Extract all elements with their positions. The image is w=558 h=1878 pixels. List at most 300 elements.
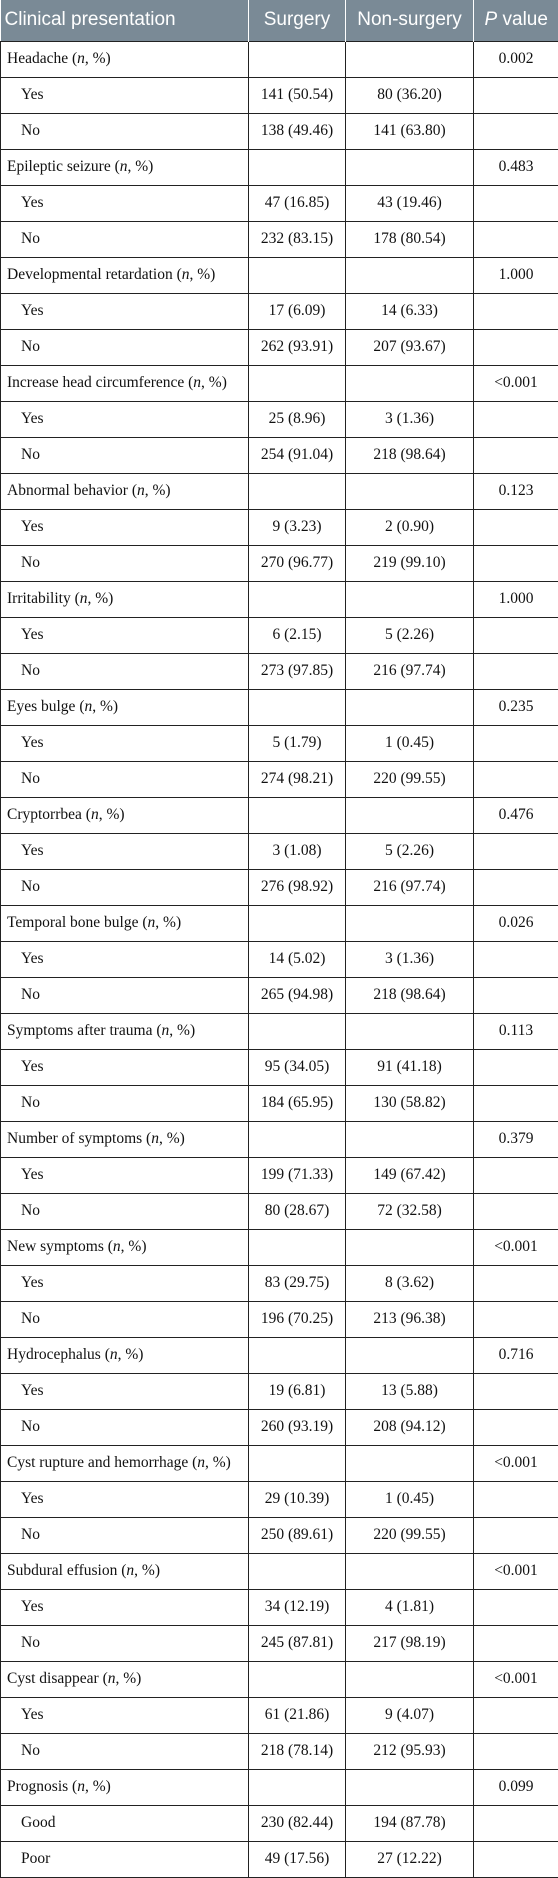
surgery-value: 273 (97.85) xyxy=(249,653,346,689)
row-label-text: Epileptic seizure ( xyxy=(7,158,120,175)
row-label-italic: n xyxy=(120,158,128,175)
row-label-italic: n xyxy=(77,1778,85,1795)
p-value xyxy=(474,113,558,149)
row-label-suffix: , %) xyxy=(115,1670,141,1687)
row-label: No xyxy=(1,221,249,257)
p-value: <0.001 xyxy=(474,365,558,401)
surgery-value: 83 (29.75) xyxy=(249,1265,346,1301)
category-row xyxy=(1,1769,558,1805)
surgery-value xyxy=(249,1337,346,1373)
subcategory-row xyxy=(1,1805,558,1841)
row-label xyxy=(1,905,249,941)
subcategory-row xyxy=(1,113,558,149)
p-value xyxy=(474,653,558,689)
p-value: <0.001 xyxy=(474,1229,558,1265)
row-label: Yes xyxy=(1,725,249,761)
p-value xyxy=(474,221,558,257)
non-surgery-value xyxy=(346,1553,474,1589)
subcategory-row xyxy=(1,77,558,113)
non-surgery-value: 194 (87.78) xyxy=(346,1805,474,1841)
non-surgery-value: 217 (98.19) xyxy=(346,1625,474,1661)
row-label xyxy=(1,1229,249,1265)
subcategory-row xyxy=(1,293,558,329)
non-surgery-value: 9 (4.07) xyxy=(346,1697,474,1733)
surgery-value: 184 (65.95) xyxy=(249,1085,346,1121)
subcategory-row xyxy=(1,725,558,761)
surgery-value xyxy=(249,581,346,617)
surgery-value xyxy=(249,1661,346,1697)
surgery-value: 19 (6.81) xyxy=(249,1373,346,1409)
surgery-value: 47 (16.85) xyxy=(249,185,346,221)
row-label-italic: n xyxy=(182,266,190,283)
non-surgery-value: 178 (80.54) xyxy=(346,221,474,257)
p-value xyxy=(474,437,558,473)
surgery-value xyxy=(249,365,346,401)
p-value: 1.000 xyxy=(474,257,558,293)
surgery-value: 276 (98.92) xyxy=(249,869,346,905)
category-row xyxy=(1,1121,558,1157)
subcategory-row xyxy=(1,1481,558,1517)
p-value xyxy=(474,293,558,329)
p-value: <0.001 xyxy=(474,1661,558,1697)
row-label: Good xyxy=(1,1805,249,1841)
subcategory-row xyxy=(1,869,558,905)
row-label-text: Eyes bulge ( xyxy=(7,698,84,715)
non-surgery-value: 27 (12.22) xyxy=(346,1841,474,1877)
surgery-value xyxy=(249,1121,346,1157)
subcategory-row xyxy=(1,941,558,977)
header-clinical-presentation: Clinical presentation xyxy=(1,0,249,41)
subcategory-row xyxy=(1,509,558,545)
surgery-value xyxy=(249,1013,346,1049)
subcategory-row xyxy=(1,437,558,473)
p-value xyxy=(474,509,558,545)
row-label xyxy=(1,1121,249,1157)
row-label: No xyxy=(1,437,249,473)
row-label-text: Number of symptoms ( xyxy=(7,1130,151,1147)
category-row xyxy=(1,581,558,617)
row-label xyxy=(1,1445,249,1481)
header-non-surgery: Non-surgery xyxy=(346,0,474,41)
non-surgery-value: 3 (1.36) xyxy=(346,941,474,977)
non-surgery-value: 3 (1.36) xyxy=(346,401,474,437)
surgery-value: 250 (89.61) xyxy=(249,1517,346,1553)
row-label-suffix: , %) xyxy=(118,1346,144,1363)
row-label-italic: n xyxy=(151,1130,159,1147)
p-value: 0.235 xyxy=(474,689,558,725)
row-label: No xyxy=(1,1625,249,1661)
non-surgery-value: 149 (67.42) xyxy=(346,1157,474,1193)
p-value xyxy=(474,401,558,437)
row-label xyxy=(1,689,249,725)
category-row xyxy=(1,149,558,185)
surgery-value: 14 (5.02) xyxy=(249,941,346,977)
row-label-suffix: , %) xyxy=(121,1238,147,1255)
row-label-italic: n xyxy=(84,698,92,715)
surgery-value xyxy=(249,41,346,77)
row-label: Yes xyxy=(1,77,249,113)
row-label-italic: n xyxy=(193,374,201,391)
row-label-text: Temporal bone bulge ( xyxy=(7,914,148,931)
p-value: 0.483 xyxy=(474,149,558,185)
category-row xyxy=(1,473,558,509)
header-p-value xyxy=(474,0,558,41)
row-label-text: Abnormal behavior ( xyxy=(7,482,137,499)
row-label: No xyxy=(1,1517,249,1553)
row-label-suffix: , %) xyxy=(85,50,111,67)
row-label-suffix: , %) xyxy=(159,1130,185,1147)
row-label-text: Increase head circumference ( xyxy=(7,374,193,391)
surgery-value: 262 (93.91) xyxy=(249,329,346,365)
row-label-suffix: , %) xyxy=(92,698,118,715)
p-value xyxy=(474,1373,558,1409)
surgery-value: 3 (1.08) xyxy=(249,833,346,869)
row-label-suffix: , %) xyxy=(88,590,114,607)
p-value xyxy=(474,1805,558,1841)
non-surgery-value: 4 (1.81) xyxy=(346,1589,474,1625)
subcategory-row xyxy=(1,761,558,797)
p-value: 0.716 xyxy=(474,1337,558,1373)
surgery-value: 5 (1.79) xyxy=(249,725,346,761)
subcategory-row xyxy=(1,221,558,257)
non-surgery-value xyxy=(346,365,474,401)
non-surgery-value xyxy=(346,1013,474,1049)
surgery-value xyxy=(249,257,346,293)
p-value: 0.026 xyxy=(474,905,558,941)
row-label-text: Irritability ( xyxy=(7,590,80,607)
row-label-suffix: , %) xyxy=(99,806,125,823)
non-surgery-value: 2 (0.90) xyxy=(346,509,474,545)
row-label-suffix: , %) xyxy=(169,1022,195,1039)
non-surgery-value: 216 (97.74) xyxy=(346,869,474,905)
subcategory-row xyxy=(1,185,558,221)
p-value xyxy=(474,1841,558,1877)
subcategory-row xyxy=(1,1409,558,1445)
non-surgery-value: 218 (98.64) xyxy=(346,437,474,473)
row-label: Yes xyxy=(1,1157,249,1193)
category-row xyxy=(1,689,558,725)
row-label: Yes xyxy=(1,293,249,329)
category-row xyxy=(1,1445,558,1481)
surgery-value xyxy=(249,797,346,833)
non-surgery-value xyxy=(346,473,474,509)
p-value: 0.099 xyxy=(474,1769,558,1805)
p-value xyxy=(474,1301,558,1337)
surgery-value: 218 (78.14) xyxy=(249,1733,346,1769)
non-surgery-value xyxy=(346,1229,474,1265)
row-label-text: Headache ( xyxy=(7,50,77,67)
p-value xyxy=(474,1589,558,1625)
subcategory-row xyxy=(1,653,558,689)
row-label xyxy=(1,149,249,185)
table-header xyxy=(1,0,558,41)
row-label: No xyxy=(1,1193,249,1229)
surgery-value xyxy=(249,473,346,509)
header-surgery: Surgery xyxy=(249,0,346,41)
row-label: No xyxy=(1,329,249,365)
non-surgery-value: 220 (99.55) xyxy=(346,761,474,797)
row-label-suffix: , %) xyxy=(201,374,227,391)
p-value xyxy=(474,1697,558,1733)
row-label xyxy=(1,1553,249,1589)
p-value: 0.113 xyxy=(474,1013,558,1049)
row-label: Yes xyxy=(1,1373,249,1409)
non-surgery-value: 8 (3.62) xyxy=(346,1265,474,1301)
row-label-text: Prognosis ( xyxy=(7,1778,77,1795)
surgery-value: 265 (94.98) xyxy=(249,977,346,1013)
non-surgery-value: 213 (96.38) xyxy=(346,1301,474,1337)
p-value xyxy=(474,977,558,1013)
row-label: No xyxy=(1,653,249,689)
p-value xyxy=(474,1085,558,1121)
row-label-text: Hydrocephalus ( xyxy=(7,1346,110,1363)
row-label: No xyxy=(1,869,249,905)
row-label: Poor xyxy=(1,1841,249,1877)
non-surgery-value: 208 (94.12) xyxy=(346,1409,474,1445)
row-label: Yes xyxy=(1,1697,249,1733)
p-value xyxy=(474,185,558,221)
non-surgery-value: 218 (98.64) xyxy=(346,977,474,1013)
subcategory-row xyxy=(1,1085,558,1121)
row-label-text: Symptoms after trauma ( xyxy=(7,1022,162,1039)
row-label-text: Cyst rupture and hemorrhage ( xyxy=(7,1454,197,1471)
surgery-value: 230 (82.44) xyxy=(249,1805,346,1841)
p-value xyxy=(474,725,558,761)
non-surgery-value xyxy=(346,1769,474,1805)
subcategory-row xyxy=(1,617,558,653)
category-row xyxy=(1,1229,558,1265)
row-label-italic: n xyxy=(162,1022,170,1039)
subcategory-row xyxy=(1,1841,558,1877)
surgery-value: 232 (83.15) xyxy=(249,221,346,257)
p-value xyxy=(474,1265,558,1301)
surgery-value: 260 (93.19) xyxy=(249,1409,346,1445)
non-surgery-value xyxy=(346,41,474,77)
surgery-value: 274 (98.21) xyxy=(249,761,346,797)
non-surgery-value: 14 (6.33) xyxy=(346,293,474,329)
row-label: Yes xyxy=(1,1265,249,1301)
non-surgery-value: 130 (58.82) xyxy=(346,1085,474,1121)
non-surgery-value: 13 (5.88) xyxy=(346,1373,474,1409)
row-label xyxy=(1,797,249,833)
row-label: Yes xyxy=(1,617,249,653)
non-surgery-value xyxy=(346,1445,474,1481)
category-row xyxy=(1,1337,558,1373)
surgery-value: 95 (34.05) xyxy=(249,1049,346,1085)
surgery-value: 29 (10.39) xyxy=(249,1481,346,1517)
category-row xyxy=(1,257,558,293)
surgery-value: 270 (96.77) xyxy=(249,545,346,581)
row-label: No xyxy=(1,1085,249,1121)
subcategory-row xyxy=(1,1625,558,1661)
non-surgery-value: 220 (99.55) xyxy=(346,1517,474,1553)
surgery-value: 17 (6.09) xyxy=(249,293,346,329)
row-label-suffix: , %) xyxy=(155,914,181,931)
non-surgery-value: 216 (97.74) xyxy=(346,653,474,689)
row-label-text: Developmental retardation ( xyxy=(7,266,182,283)
row-label-text: Cryptorrbea ( xyxy=(7,806,91,823)
subcategory-row xyxy=(1,1301,558,1337)
p-value: <0.001 xyxy=(474,1445,558,1481)
p-value: 0.379 xyxy=(474,1121,558,1157)
surgery-value: 34 (12.19) xyxy=(249,1589,346,1625)
non-surgery-value xyxy=(346,905,474,941)
row-label: Yes xyxy=(1,1589,249,1625)
row-label: Yes xyxy=(1,401,249,437)
row-label: Yes xyxy=(1,509,249,545)
subcategory-row xyxy=(1,545,558,581)
surgery-value: 138 (49.46) xyxy=(249,113,346,149)
subcategory-row xyxy=(1,1157,558,1193)
category-row xyxy=(1,365,558,401)
p-value xyxy=(474,1409,558,1445)
category-row xyxy=(1,905,558,941)
subcategory-row xyxy=(1,1373,558,1409)
row-label xyxy=(1,365,249,401)
header-row xyxy=(1,0,558,41)
row-label: No xyxy=(1,113,249,149)
p-value xyxy=(474,1193,558,1229)
row-label-suffix: , %) xyxy=(134,1562,160,1579)
non-surgery-value: 207 (93.67) xyxy=(346,329,474,365)
row-label-italic: n xyxy=(148,914,156,931)
row-label: No xyxy=(1,1409,249,1445)
p-value xyxy=(474,617,558,653)
p-value: 1.000 xyxy=(474,581,558,617)
category-row xyxy=(1,1553,558,1589)
p-value: 0.002 xyxy=(474,41,558,77)
row-label-suffix: , %) xyxy=(128,158,154,175)
surgery-value xyxy=(249,1229,346,1265)
non-surgery-value: 72 (32.58) xyxy=(346,1193,474,1229)
row-label-italic: n xyxy=(91,806,99,823)
surgery-value: 199 (71.33) xyxy=(249,1157,346,1193)
p-value: 0.123 xyxy=(474,473,558,509)
p-value: 0.476 xyxy=(474,797,558,833)
row-label xyxy=(1,473,249,509)
row-label-text: Cyst disappear ( xyxy=(7,1670,108,1687)
row-label: No xyxy=(1,545,249,581)
non-surgery-value xyxy=(346,1121,474,1157)
subcategory-row xyxy=(1,1265,558,1301)
non-surgery-value: 91 (41.18) xyxy=(346,1049,474,1085)
category-row xyxy=(1,797,558,833)
row-label-suffix: , %) xyxy=(85,1778,111,1795)
subcategory-row xyxy=(1,329,558,365)
row-label-suffix: , %) xyxy=(145,482,171,499)
subcategory-row xyxy=(1,1049,558,1085)
surgery-value xyxy=(249,149,346,185)
non-surgery-value: 80 (36.20) xyxy=(346,77,474,113)
surgery-value: 245 (87.81) xyxy=(249,1625,346,1661)
category-row xyxy=(1,41,558,77)
row-label-italic: n xyxy=(80,590,88,607)
non-surgery-value: 1 (0.45) xyxy=(346,725,474,761)
subcategory-row xyxy=(1,401,558,437)
non-surgery-value xyxy=(346,1337,474,1373)
row-label xyxy=(1,1013,249,1049)
subcategory-row xyxy=(1,1733,558,1769)
non-surgery-value xyxy=(346,1661,474,1697)
row-label xyxy=(1,1661,249,1697)
table-body xyxy=(1,41,558,1877)
non-surgery-value: 212 (95.93) xyxy=(346,1733,474,1769)
row-label: No xyxy=(1,761,249,797)
row-label xyxy=(1,581,249,617)
p-value xyxy=(474,869,558,905)
subcategory-row xyxy=(1,977,558,1013)
p-value xyxy=(474,329,558,365)
p-value xyxy=(474,77,558,113)
category-row xyxy=(1,1013,558,1049)
row-label-text: Subdural effusion ( xyxy=(7,1562,126,1579)
row-label: No xyxy=(1,1301,249,1337)
surgery-value: 254 (91.04) xyxy=(249,437,346,473)
subcategory-row xyxy=(1,1697,558,1733)
header-p-italic: P xyxy=(485,9,498,30)
p-value xyxy=(474,545,558,581)
surgery-value xyxy=(249,689,346,725)
row-label: Yes xyxy=(1,941,249,977)
surgery-value: 196 (70.25) xyxy=(249,1301,346,1337)
row-label-italic: n xyxy=(77,50,85,67)
row-label xyxy=(1,41,249,77)
row-label-italic: n xyxy=(113,1238,121,1255)
surgery-value xyxy=(249,1553,346,1589)
row-label: Yes xyxy=(1,185,249,221)
surgery-value: 6 (2.15) xyxy=(249,617,346,653)
row-label-suffix: , %) xyxy=(189,266,215,283)
row-label-italic: n xyxy=(108,1670,116,1687)
subcategory-row xyxy=(1,1193,558,1229)
row-label-text: New symptoms ( xyxy=(7,1238,113,1255)
row-label: No xyxy=(1,977,249,1013)
surgery-value xyxy=(249,1445,346,1481)
surgery-value: 80 (28.67) xyxy=(249,1193,346,1229)
p-value xyxy=(474,1049,558,1085)
p-value xyxy=(474,833,558,869)
subcategory-row xyxy=(1,833,558,869)
p-value xyxy=(474,1625,558,1661)
row-label-italic: n xyxy=(137,482,145,499)
subcategory-row xyxy=(1,1589,558,1625)
row-label xyxy=(1,1337,249,1373)
row-label-italic: n xyxy=(197,1454,205,1471)
surgery-value: 25 (8.96) xyxy=(249,401,346,437)
non-surgery-value: 43 (19.46) xyxy=(346,185,474,221)
p-value xyxy=(474,761,558,797)
row-label-suffix: , %) xyxy=(205,1454,231,1471)
surgery-value: 61 (21.86) xyxy=(249,1697,346,1733)
p-value: <0.001 xyxy=(474,1553,558,1589)
row-label: Yes xyxy=(1,1481,249,1517)
non-surgery-value xyxy=(346,689,474,725)
p-value xyxy=(474,1481,558,1517)
row-label-italic: n xyxy=(126,1562,134,1579)
non-surgery-value xyxy=(346,149,474,185)
non-surgery-value: 5 (2.26) xyxy=(346,833,474,869)
surgery-value: 49 (17.56) xyxy=(249,1841,346,1877)
surgery-value xyxy=(249,905,346,941)
header-p-rest: value xyxy=(497,9,548,30)
p-value xyxy=(474,1733,558,1769)
p-value xyxy=(474,1157,558,1193)
row-label: No xyxy=(1,1733,249,1769)
row-label: Yes xyxy=(1,1049,249,1085)
subcategory-row xyxy=(1,1517,558,1553)
row-label-italic: n xyxy=(110,1346,118,1363)
row-label xyxy=(1,257,249,293)
